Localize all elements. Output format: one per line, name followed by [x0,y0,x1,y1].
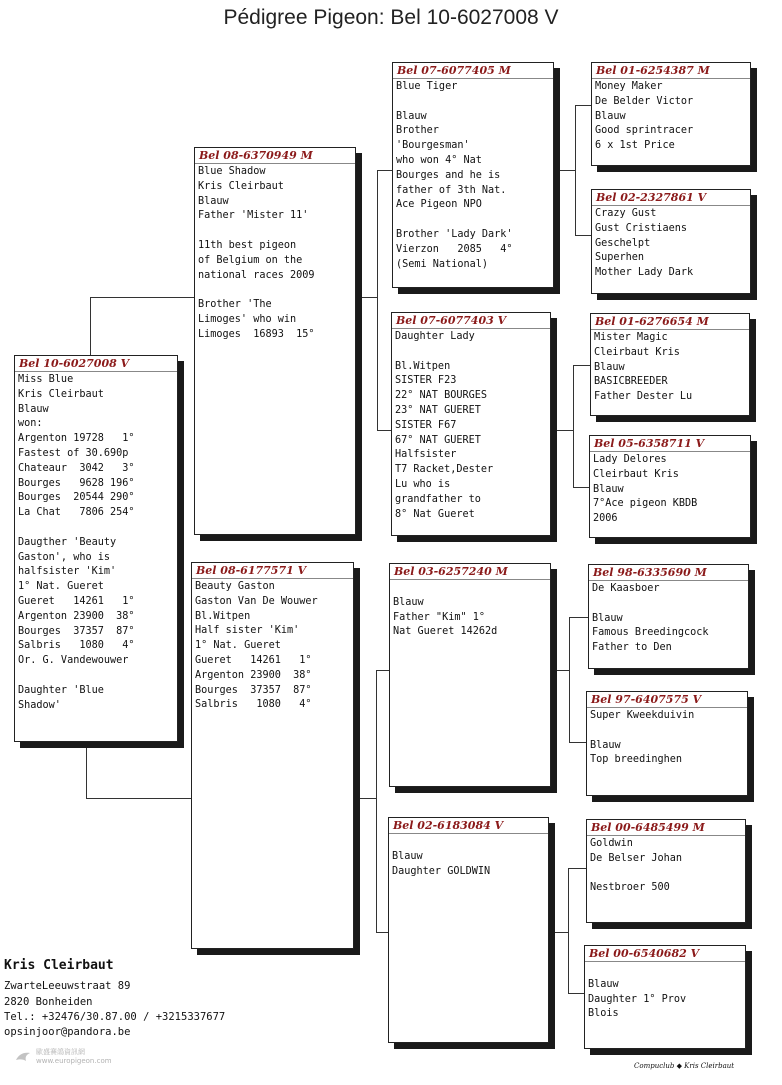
ring-number: Bel 01-6276654 M [591,314,749,330]
ring-number: Bel 03-6257240 M [390,564,550,580]
ring-number: Bel 07-6077403 V [392,313,550,329]
owner-name: Kris Cleirbaut [4,958,114,973]
pigeon-details: Daughter Lady Bl.Witpen SISTER F23 22° NAT BOURGES 23° NAT GUERET SISTER F67 67° NAT GUERET Halfsister T7 Racket,Dester Lu who is grandfather to 8° Nat Gueret [395,331,494,520]
ring-number: Bel 02-6183084 V [389,818,548,834]
ring-number: Bel 00-6540682 V [585,946,745,962]
connector-line [377,170,378,430]
watermark-url: www.europigeon.com [36,1057,112,1065]
owner-email: opsinjoor@pandora.be [4,1026,131,1038]
connector-line [376,670,377,932]
pigeon-details: Blue Shadow Kris Cleirbaut Blauw Father 'Mister 11' 11th best pigeon of Belgium on the national races 2009 Brother 'The Limoges' who win Limoges 16893 15° [198,166,315,340]
pigeon-details: De Kaasboer Blauw Famous Breedingcock Father to Den [592,583,709,654]
connector-line [568,868,569,993]
owner-street: ZwarteLeeuwstraat 89 [4,980,131,992]
pigeon-details: Blue Tiger Blauw Brother 'Bourgesman' who won 4° Nat Bourges and he is father of 3th Nat. Ace Pigeon NPO Brother 'Lady Dark' Vierzon 2085 4° (Semi National) [396,81,513,270]
pigeon-card-ggp-3 [590,313,750,416]
page-title: Pédigree Pigeon: Bel 10-6027008 V [223,6,559,29]
ring-number: Bel 97-6407575 V [587,692,747,708]
connector-line [548,932,568,933]
pigeon-card-dam-sire [389,563,551,787]
pigeon-details: Beauty Gaston Gaston Van De Wouwer Bl.Witpen Half sister 'Kim' 1° Nat. Gueret Gueret 14261 1° Argenton 23900 38° Bourges 37357 87° Salbris 1080 4° [195,581,318,711]
ring-number: Bel 00-6485499 M [587,820,745,836]
owner-phone: Tel.: +32476/30.87.00 / +3215337677 [4,1011,226,1023]
connector-line [86,742,87,798]
pigeon-card-ggp-6 [586,691,748,796]
pigeon-card-ggp-1 [591,62,751,166]
connector-line [573,365,574,487]
ring-number: Bel 01-6254387 M [592,63,750,79]
pigeon-card-ggp-8 [584,945,746,1049]
ring-number: Bel 05-6358711 V [590,436,750,452]
connector-line [376,670,390,671]
pigeon-card-ggp-2 [591,189,751,294]
owner-city: 2820 Bonheiden [4,996,93,1008]
connector-line [569,742,587,743]
pigeon-card-sire-sire [392,62,554,288]
pigeon-details: Blauw Daughter 1° Prov Blois [588,978,687,1020]
ring-number: Bel 08-6177571 V [192,563,353,579]
connector-line [550,670,569,671]
connector-line [553,170,575,171]
connector-line [568,868,587,869]
connector-line [573,487,590,488]
connector-line [568,993,585,994]
ring-number: Bel 98-6335690 M [589,565,748,581]
connector-line [550,430,573,431]
pigeon-card-sire-dam [391,312,551,536]
pigeon-details: Money Maker De Belder Victor Blauw Good sprintracer 6 x 1st Price [595,81,694,152]
connector-line [90,297,91,357]
pigeon-card-sire [194,147,356,535]
connector-line [575,105,576,235]
pigeon-details: Blauw Father "Kim" 1° Nat Gueret 14262d [393,596,498,638]
watermark [14,1046,114,1068]
pigeon-card-dam-dam [388,817,549,1043]
ring-number: Bel 08-6370949 M [195,148,355,164]
connector-line [575,235,592,236]
connector-line [569,617,570,742]
pigeon-card-ggp-4 [589,435,751,538]
pigeon-logo-icon [14,1048,32,1066]
ring-number: Bel 02-2327861 V [592,190,750,206]
connector-line [569,617,589,618]
pigeon-details: Blauw Daughter GOLDWIN [392,850,491,877]
pigeon-card-subject [14,355,178,742]
software-credit: Compuclub ◆ Kris Cleirbaut [634,1062,735,1070]
ring-number: Bel 07-6077405 M [393,63,553,79]
pigeon-card-ggp-7 [586,819,746,923]
connector-line [575,105,592,106]
pigeon-card-ggp-5 [588,564,749,669]
pigeon-details: Lady Delores Cleirbaut Kris Blauw 7°Ace pigeon KBDB 2006 [593,454,698,525]
connector-line [355,297,377,298]
connector-line [86,798,192,799]
ring-number: Bel 10-6027008 V [15,356,177,372]
pigeon-details: Mister Magic Cleirbaut Kris Blauw BASICBREEDER Father Dester Lu [594,332,693,403]
pigeon-details: Goldwin De Belser Johan Nestbroer 500 [590,838,683,894]
pigeon-details: Crazy Gust Gust Cristiaens Geschelpt Superhen Mother Lady Dark [595,208,694,279]
connector-line [573,365,591,366]
connector-line [352,798,376,799]
pigeon-card-dam [191,562,354,949]
connector-line [377,170,393,171]
pigeon-details: Miss Blue Kris Cleirbaut Blauw won: Argenton 19728 1° Fastest of 30.690p Chateaur 3042 3° Bourges 9628 196° Bourges 20544 290° La Chat 7806 254° Daugther 'Beauty Gaston', who is halfsister 'Kim' 1° Nat. Gueret Gueret 14261 1° Argenton 23900 38° Bourges 37357 87° Salbris 1080 4° Or. G. Vandewouwer Daughter 'Blue Shadow' [18,374,135,711]
connector-line [90,297,195,298]
pigeon-details: Super Kweekduivin Blauw Top breedinghen [590,710,695,766]
watermark-title: 歐盛賽鴿資訊網 [36,1048,85,1056]
